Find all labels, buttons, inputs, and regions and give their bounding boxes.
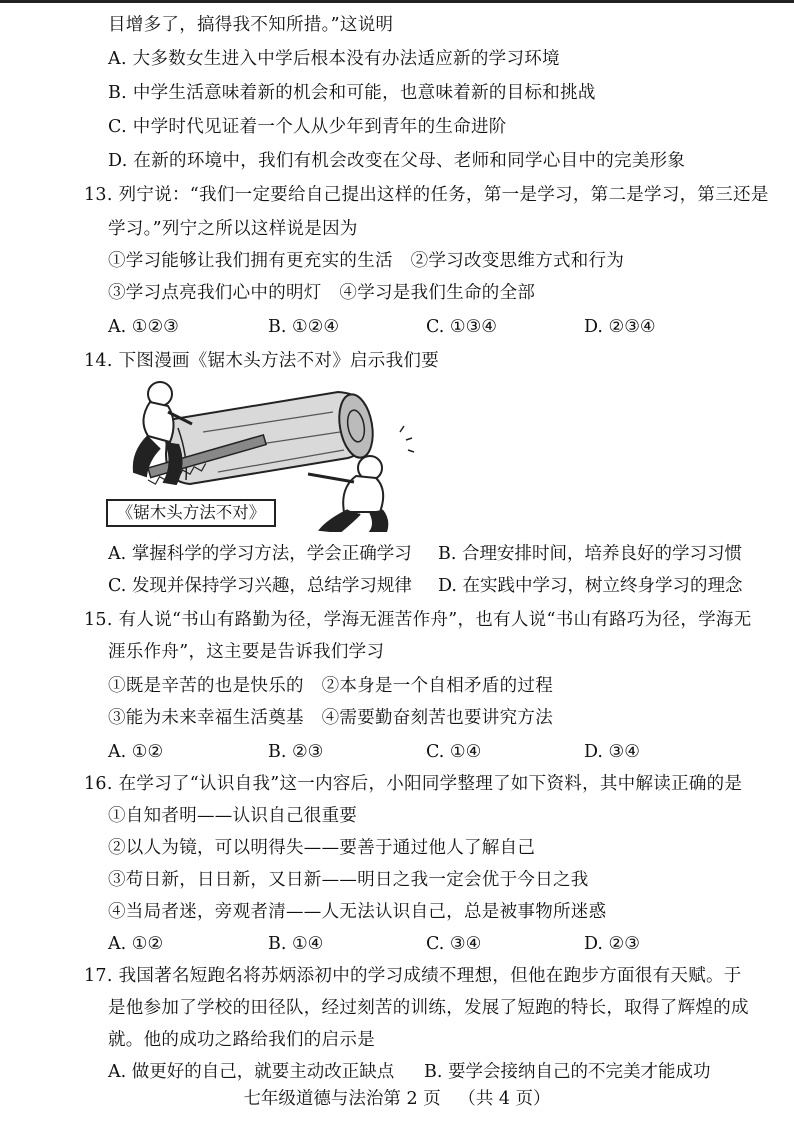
q16-item-2: ②以人为镜，可以明得失——要善于通过他人了解自己 bbox=[108, 838, 536, 858]
q15-option-b[interactable]: B. ②③ bbox=[268, 742, 324, 762]
footer-page-label: 七年级道德与法治第 2 页 bbox=[243, 1089, 441, 1109]
q14-option-d[interactable]: D. 在实践中学习，树立终身学习的理念 bbox=[438, 576, 743, 596]
q17-stem-line1: 17. 我国著名短跑名将苏炳添初中的学习成绩不理想，但他在跑步方面很有天赋。于 bbox=[84, 966, 742, 986]
q12-option-b[interactable]: B. 中学生活意味着新的机会和可能，也意味着新的目标和挑战 bbox=[108, 83, 596, 103]
q16-item-3: ③苟日新，日日新，又日新——明日之我一定会优于今日之我 bbox=[108, 870, 589, 890]
q16-option-b[interactable]: B. ①④ bbox=[268, 934, 324, 954]
q16-option-c[interactable]: C. ③④ bbox=[426, 934, 482, 954]
q15-option-a[interactable]: A. ①② bbox=[108, 742, 164, 762]
q12-stem-tail: 目增多了，搞得我不知所措。”这说明 bbox=[108, 15, 394, 35]
q14-option-a[interactable]: A. 掌握科学的学习方法，学会正确学习 bbox=[108, 544, 412, 564]
q14-option-c[interactable]: C. 发现并保持学习兴趣，总结学习规律 bbox=[108, 576, 412, 596]
q16-option-a[interactable]: A. ①② bbox=[108, 934, 164, 954]
q12-option-a[interactable]: A. 大多数女生进入中学后根本没有办法适应新的学习环境 bbox=[108, 49, 560, 69]
q15-option-c[interactable]: C. ①④ bbox=[426, 742, 482, 762]
q13-item-line1: ①学习能够让我们拥有更充实的生活 ②学习改变思维方式和行为 bbox=[108, 251, 625, 271]
q17-option-b[interactable]: B. 要学会接纳自己的不完美才能成功 bbox=[424, 1062, 711, 1082]
q15-stem-line2: 涯乐作舟”，这主要是告诉我们学习 bbox=[108, 642, 385, 662]
q13-stem-line1: 13. 列宁说：“我们一定要给自己提出这样的任务，第一是学习，第二是学习，第三还是 bbox=[84, 185, 769, 205]
q12-option-c[interactable]: C. 中学时代见证着一个人从少年到青年的生命进阶 bbox=[108, 117, 507, 137]
q15-stem-line1: 15. 有人说“书山有路勤为径，学海无涯苦作舟”，也有人说“书山有路巧为径，学海无 bbox=[84, 610, 752, 630]
q15-item-line1: ①既是辛苦的也是快乐的 ②本身是一个自相矛盾的过程 bbox=[108, 676, 553, 696]
q16-option-d[interactable]: D. ②③ bbox=[584, 934, 640, 954]
q16-stem: 16. 在学习了“认识自我”这一内容后，小阳同学整理了如下资料，其中解读正确的是 bbox=[84, 774, 743, 794]
q17-stem-line3: 就。他的成功之路给我们的启示是 bbox=[108, 1030, 375, 1050]
q15-option-d[interactable]: D. ③④ bbox=[584, 742, 640, 762]
q17-stem-line2: 是他参加了学校的田径队，经过刻苦的训练，发展了短跑的特长，取得了辉煌的成 bbox=[108, 998, 749, 1018]
log-illustration bbox=[166, 392, 377, 484]
page-top-border bbox=[0, 0, 794, 3]
q13-stem-line2: 学习。”列宁之所以这样说是因为 bbox=[108, 219, 358, 239]
q17-option-a[interactable]: A. 做更好的自己，就要主动改正缺点 bbox=[108, 1062, 395, 1082]
footer-total-label: （共 4 页） bbox=[458, 1089, 551, 1109]
q12-option-d[interactable]: D. 在新的环境中，我们有机会改变在父母、老师和同学心目中的完美形象 bbox=[108, 151, 686, 171]
q13-option-d[interactable]: D. ②③④ bbox=[584, 317, 656, 337]
q14-stem: 14. 下图漫画《锯木头方法不对》启示我们要 bbox=[84, 351, 439, 371]
q13-option-c[interactable]: C. ①③④ bbox=[426, 317, 497, 337]
q15-item-line2: ③能为未来幸福生活奠基 ④需要勤奋刻苦也要讲究方法 bbox=[108, 708, 553, 728]
page-footer bbox=[0, 1088, 794, 1110]
q13-option-a[interactable]: A. ①②③ bbox=[108, 317, 179, 337]
q16-item-4: ④当局者迷，旁观者清——人无法认识自己，总是被事物所迷惑 bbox=[108, 902, 607, 922]
q13-item-line2: ③学习点亮我们心中的明灯 ④学习是我们生命的全部 bbox=[108, 283, 536, 303]
q13-option-b[interactable]: B. ①②④ bbox=[268, 317, 340, 337]
q14-option-b[interactable]: B. 合理安排时间，培养良好的学习习惯 bbox=[438, 544, 742, 564]
cartoon-caption: 《锯木头方法不对》 bbox=[106, 499, 276, 527]
q16-item-1: ①自知者明——认识自己很重要 bbox=[108, 806, 358, 826]
